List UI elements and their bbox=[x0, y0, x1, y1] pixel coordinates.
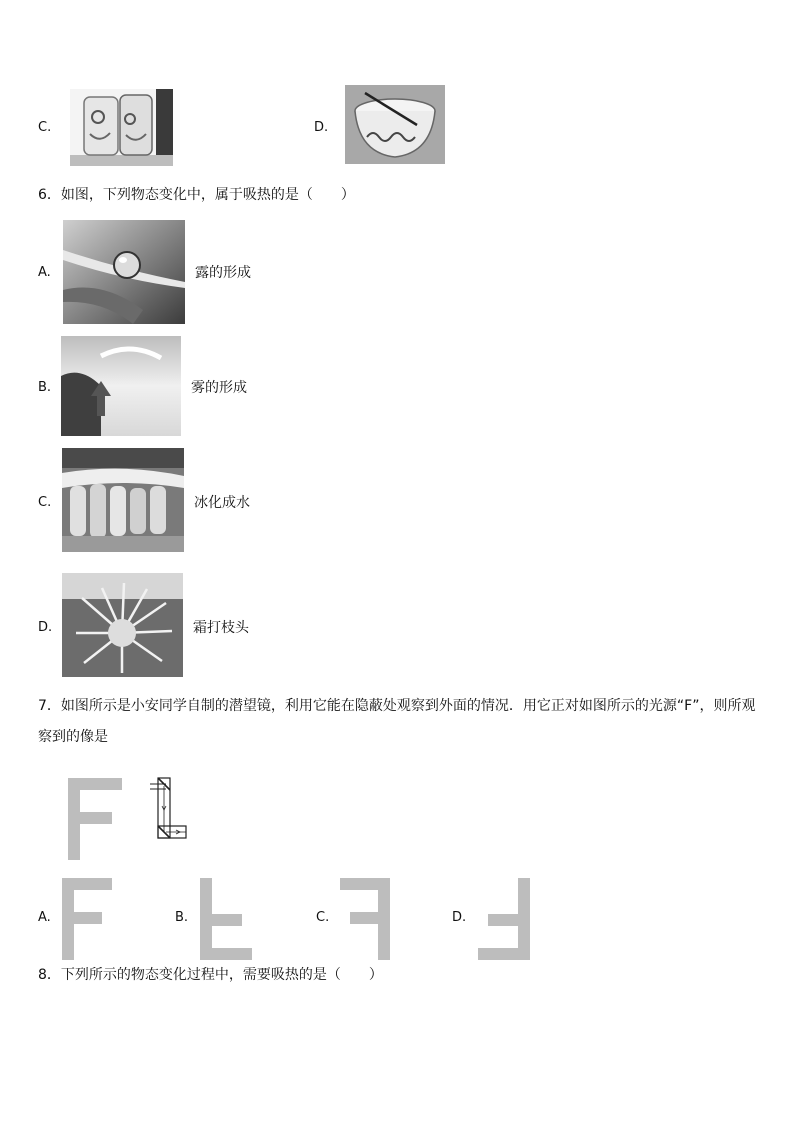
q6-option-d-image bbox=[62, 573, 183, 677]
q6-option-a-letter: A. bbox=[38, 265, 51, 280]
q6-option-c-image bbox=[62, 448, 184, 552]
light-source-f-figure bbox=[68, 778, 122, 860]
q7-option-d-image bbox=[478, 878, 530, 960]
periscope-diagram bbox=[146, 774, 192, 860]
q6-option-b-caption: 雾的形成 bbox=[191, 380, 247, 396]
q7-option-a-letter: A. bbox=[38, 910, 51, 925]
q5-option-d-image bbox=[345, 85, 445, 164]
q6-question-text: 6．如图，下列物态变化中，属于吸热的是（ ） bbox=[38, 187, 355, 203]
q6-option-b-letter: B. bbox=[38, 380, 52, 395]
q7-option-b-letter: B. bbox=[175, 910, 189, 925]
q7-question-line1: 7．如图所示是小安同学自制的潜望镜，利用它能在隐蔽处观察到外面的情况．用它正对如图所示的光源“F”，则所观 bbox=[38, 698, 756, 714]
q6-option-d-letter: D. bbox=[38, 620, 53, 635]
q7-option-d-letter: D. bbox=[452, 910, 467, 925]
q5-option-c-letter: C. bbox=[38, 120, 52, 135]
q7-option-a-image bbox=[62, 878, 112, 960]
q5-option-c-image bbox=[70, 89, 173, 166]
q7-option-c-image bbox=[340, 878, 390, 960]
q6-option-d-caption: 霜打枝头 bbox=[193, 620, 249, 636]
q6-option-a-image bbox=[63, 220, 185, 324]
q7-question-line2: 察到的像是 bbox=[38, 729, 108, 745]
q8-question-text: 8．下列所示的物态变化过程中，需要吸热的是（ ） bbox=[38, 967, 383, 983]
q6-option-c-letter: C. bbox=[38, 495, 52, 510]
q5-option-d-letter: D. bbox=[314, 120, 329, 135]
q6-option-c-caption: 冰化成水 bbox=[194, 495, 250, 511]
q7-option-c-letter: C. bbox=[316, 910, 330, 925]
q7-option-b-image bbox=[200, 878, 252, 960]
q6-option-a-caption: 露的形成 bbox=[195, 265, 251, 281]
q6-option-b-image bbox=[61, 336, 181, 436]
